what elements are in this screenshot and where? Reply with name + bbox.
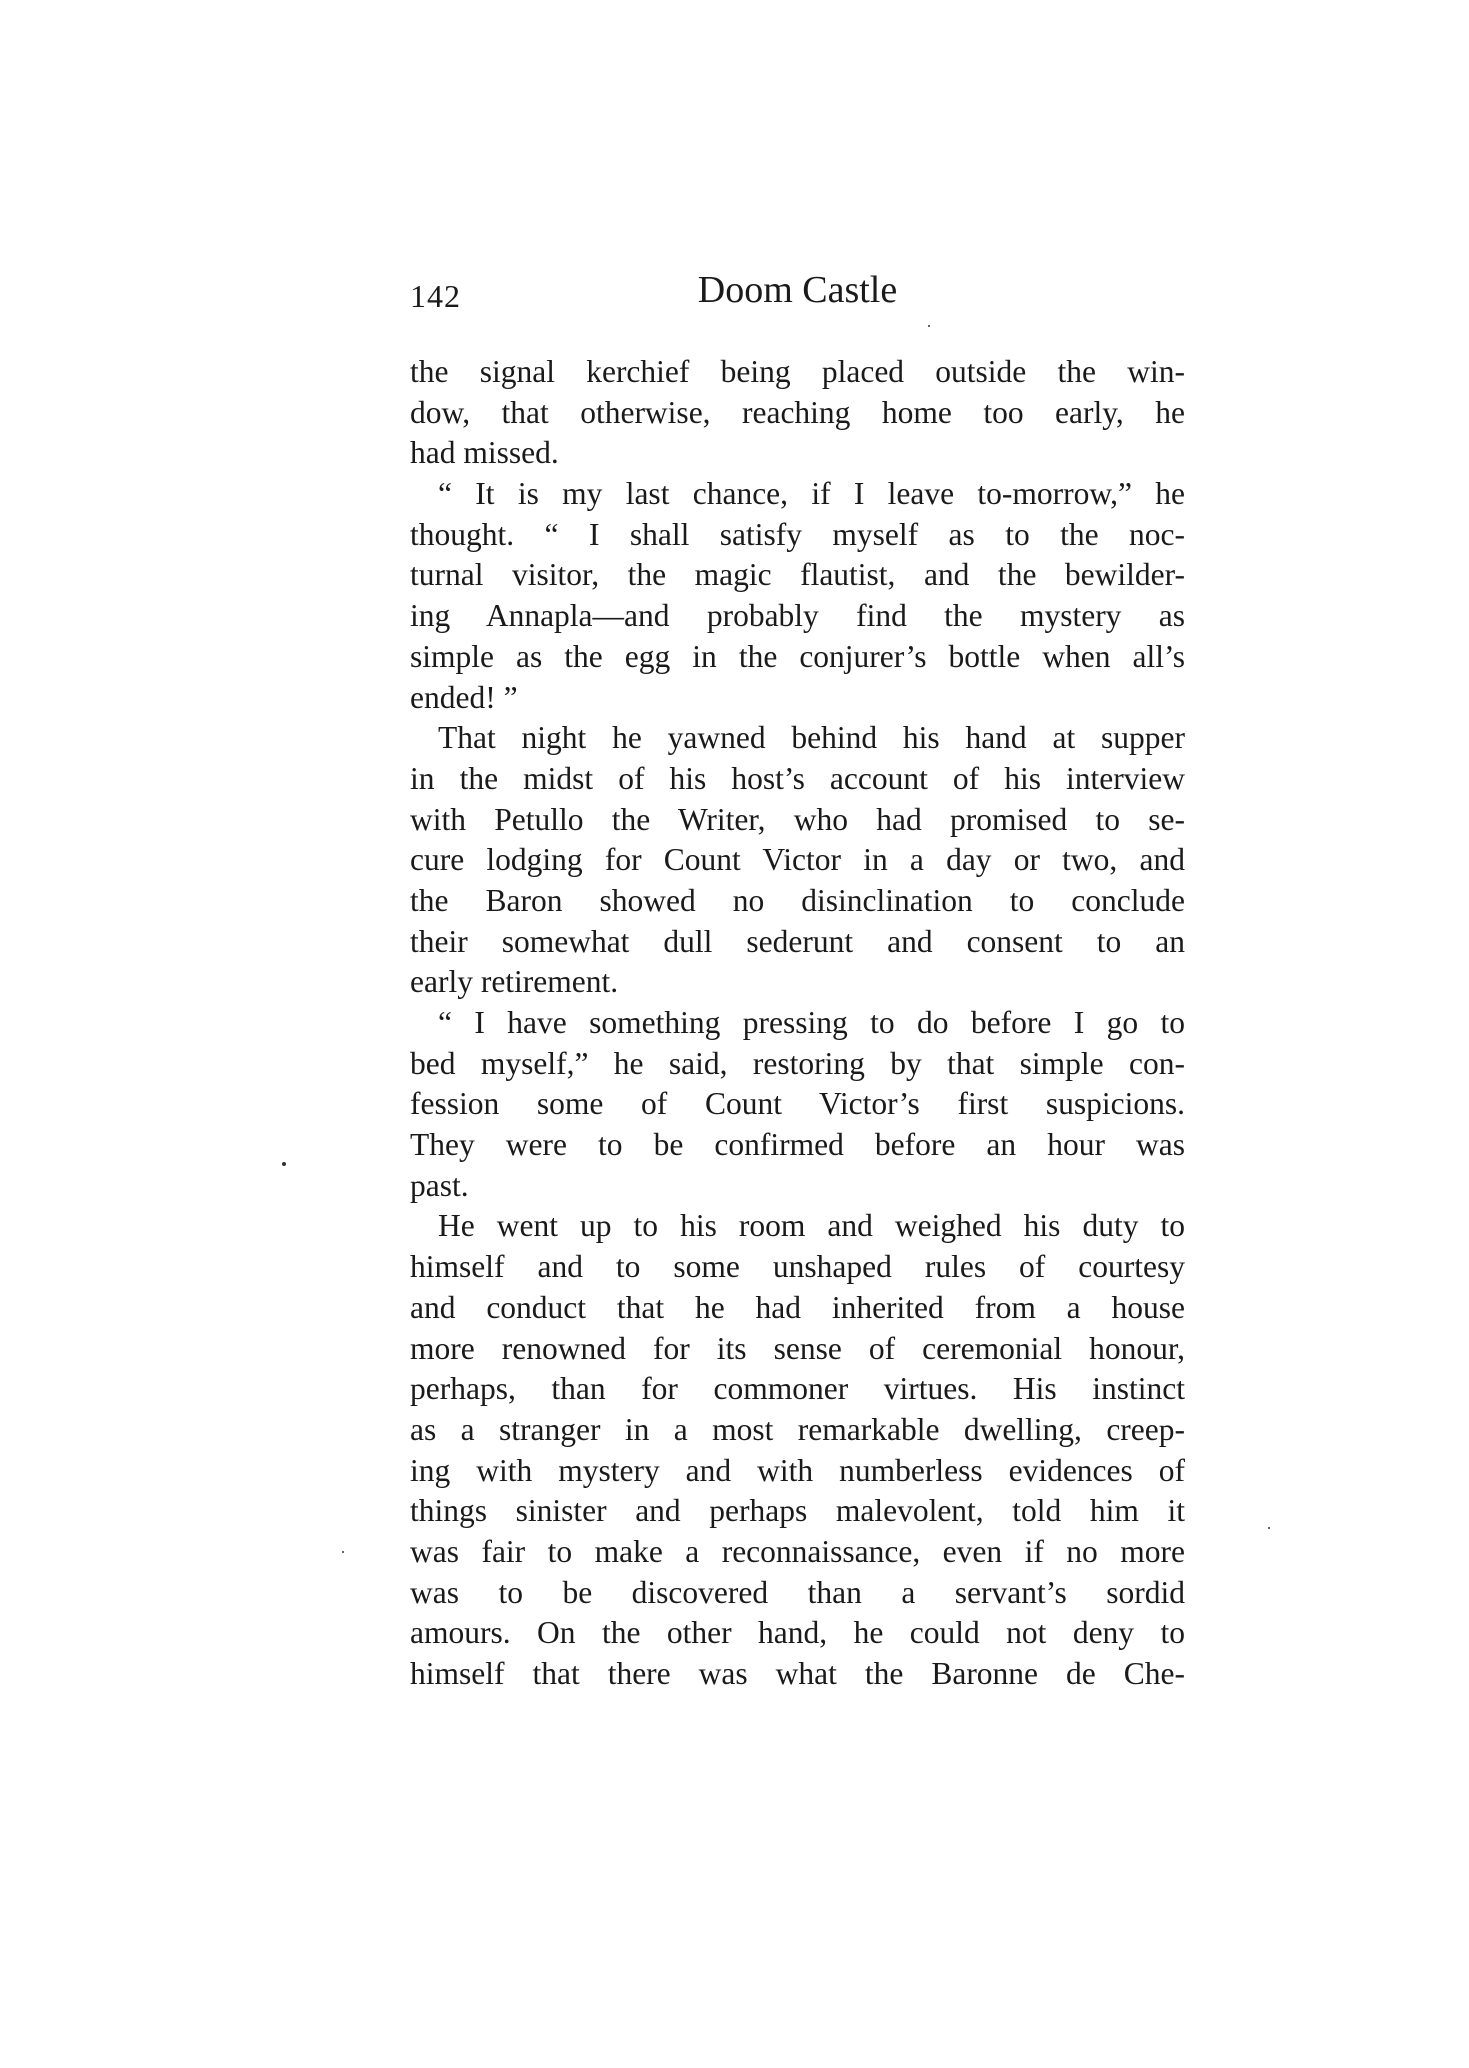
body-text bbox=[410, 352, 1185, 1695]
text-line: amours. On the other hand, he could not deny to bbox=[410, 1615, 1185, 1651]
running-title: Doom Castle bbox=[697, 269, 898, 311]
text-line: had missed. bbox=[410, 435, 559, 471]
text-line: himself and to some unshaped rules of courtesy bbox=[410, 1249, 1185, 1285]
text-line: dow, that otherwise, reaching home too early, he bbox=[410, 394, 1185, 430]
text-line: ended! ” bbox=[410, 679, 518, 715]
text-line: was fair to make a reconnaissance, even if no more bbox=[410, 1533, 1185, 1569]
text-line: perhaps, than for commoner virtues. His instinct bbox=[410, 1371, 1185, 1407]
ink-speck bbox=[1268, 1527, 1270, 1529]
text-line: fession some of Count Victor’s first suspicions. bbox=[410, 1086, 1185, 1122]
page-number: 142 bbox=[410, 278, 461, 314]
page-header bbox=[410, 268, 1185, 328]
ink-speck bbox=[928, 325, 930, 327]
text-line: in the midst of his host’s account of his interview bbox=[410, 760, 1185, 796]
text-line: past. bbox=[410, 1167, 469, 1203]
text-line: with Petullo the Writer, who had promised to se- bbox=[410, 801, 1185, 837]
text-line: early retirement. bbox=[410, 964, 619, 1000]
text-line: He went up to his room and weighed his duty to bbox=[438, 1208, 1185, 1244]
text-line: cure lodging for Count Victor in a day or two, and bbox=[410, 842, 1185, 878]
ink-speck bbox=[282, 1162, 286, 1166]
text-line: simple as the egg in the conjurer’s bottle when all’s bbox=[410, 638, 1185, 674]
text-line: They were to be confirmed before an hour was bbox=[410, 1127, 1185, 1163]
text-line: and conduct that he had inherited from a house bbox=[410, 1289, 1185, 1325]
text-line: ing with mystery and with numberless evidences of bbox=[410, 1452, 1185, 1488]
text-line: himself that there was what the Baronne de Che- bbox=[410, 1656, 1185, 1691]
text-line: more renowned for its sense of ceremonial honour, bbox=[410, 1330, 1185, 1366]
text-line: bed myself,” he said, restoring by that simple con- bbox=[410, 1045, 1185, 1081]
text-line: “ It is my last chance, if I leave to-morrow,” he bbox=[438, 476, 1185, 512]
text-line: was to be discovered than a servant’s sordid bbox=[410, 1574, 1185, 1610]
text-line: things sinister and perhaps malevolent, told him it bbox=[410, 1493, 1185, 1529]
text-line: turnal visitor, the magic flautist, and the bewilder- bbox=[410, 557, 1185, 593]
text-line: thought. “ I shall satisfy myself as to the noc- bbox=[410, 516, 1185, 552]
text-line: “ I have something pressing to do before I go to bbox=[438, 1005, 1185, 1040]
text-line: as a stranger in a most remarkable dwelling, creep- bbox=[410, 1411, 1185, 1447]
text-line: the Baron showed no disinclination to conclude bbox=[410, 882, 1185, 918]
text-line: ing Annapla—and probably find the mystery as bbox=[410, 598, 1185, 634]
ink-speck bbox=[342, 1551, 344, 1553]
text-line: their somewhat dull sederunt and consent to an bbox=[410, 923, 1185, 959]
text-line: That night he yawned behind his hand at supper bbox=[438, 720, 1185, 756]
text-line: the signal kerchief being placed outside the win- bbox=[410, 354, 1185, 389]
